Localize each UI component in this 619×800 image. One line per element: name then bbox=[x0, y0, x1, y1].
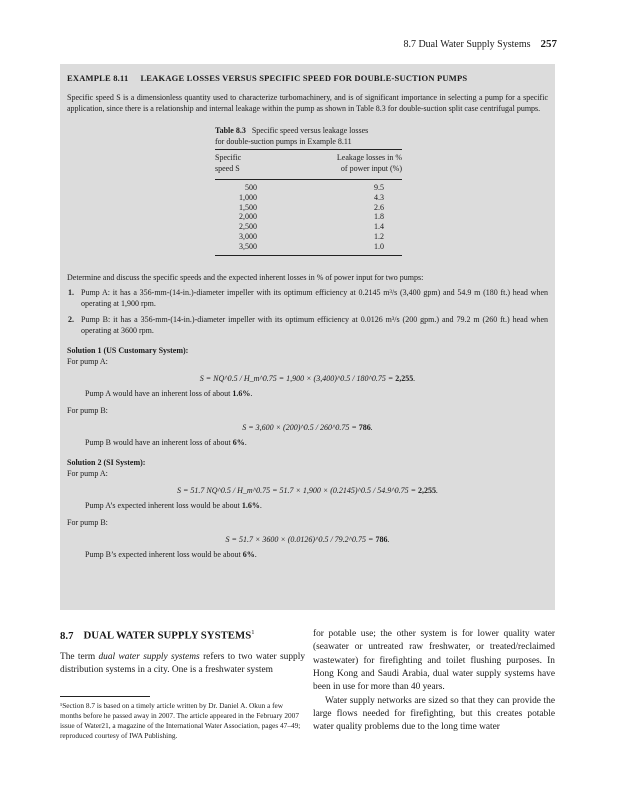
solution1-heading: Solution 1 (US Customary System): bbox=[67, 345, 189, 355]
solution2-pumpA-label: For pump A: bbox=[67, 469, 108, 479]
solution1-pumpA-equation: S = NQ^0.5 / H_m^0.75 = 1,900 × (3,400)^0.5 / 180^0.75 = 2,255. bbox=[199, 373, 416, 383]
loss-cell: 1.0 bbox=[374, 241, 384, 251]
table-row bbox=[215, 242, 402, 252]
speed-cell: 2,000 bbox=[239, 212, 257, 222]
table-row bbox=[215, 193, 402, 203]
footnote-mark: 1 bbox=[251, 629, 255, 636]
solution1-pumpA-result: Pump A would have an inherent loss of about 1.6%. bbox=[85, 389, 253, 399]
table-label: Table 8.3 bbox=[215, 125, 246, 135]
loss-cell: 4.3 bbox=[374, 192, 384, 202]
section-title: DUAL WATER SUPPLY SYSTEMS bbox=[83, 629, 252, 642]
equation-text: S = NQ^0.5 / H_m^0.75 = 1,900 × (3,400)^0.5 / 180^0.75 = bbox=[199, 373, 394, 383]
task-statement: Determine and discuss the specific speeds and the expected inherent losses in % of power input for two pumps: bbox=[67, 272, 424, 282]
table-row bbox=[215, 212, 402, 222]
equation-result: 786 bbox=[375, 535, 388, 545]
col-header-speed-1: Specific bbox=[215, 153, 242, 163]
left-column bbox=[60, 628, 305, 741]
running-header bbox=[403, 38, 557, 50]
result-text: Pump A’s expected inherent loss would be about bbox=[85, 501, 240, 511]
col-header-speed-2: speed S bbox=[215, 164, 240, 174]
loss-cell: 1.8 bbox=[374, 212, 384, 222]
section-intro-paragraph bbox=[60, 651, 305, 678]
solution1-pumpB-label: For pump B: bbox=[67, 406, 108, 416]
result-value: 1.6% bbox=[232, 389, 251, 399]
section-number: 8.7 bbox=[60, 629, 74, 642]
result-value: 6% bbox=[232, 438, 245, 448]
speed-cell: 1,000 bbox=[239, 192, 257, 202]
table-row bbox=[215, 180, 402, 193]
table-row bbox=[215, 222, 402, 232]
example-title bbox=[67, 73, 548, 85]
solution2-pumpA-result: Pump A’s expected inherent loss would be about 1.6%. bbox=[85, 501, 262, 511]
solution1-pumpA-label: For pump A: bbox=[67, 356, 108, 366]
equation-text: S = 51.7 NQ^0.5 / H_m^0.75 = 51.7 × 1,900 × (0.2145)^0.5 / 54.9^0.75 = bbox=[177, 486, 416, 496]
table-8-3 bbox=[215, 126, 402, 256]
loss-cell: 1.4 bbox=[374, 222, 384, 232]
page-number: 257 bbox=[540, 38, 557, 50]
equation-text: S = 3,600 × (200)^0.5 / 260^0.75 = bbox=[242, 423, 357, 433]
solution2-heading: Solution 2 (SI System): bbox=[67, 458, 146, 468]
speed-cell: 3,000 bbox=[239, 232, 257, 242]
right-paragraph-1: for potable use; the other system is for lower quality water (seawater or untreated raw freshwater, or treated/reclaimed wastewater) for firefighting and toilet flushing purposes. In Hong Kong and Saudi Arabia, dual water supply systems have been in use for more than 40 years. bbox=[313, 629, 555, 693]
pump-item-text: Pump B: it has a 356-mm-(14-in.)-diameter impeller with its optimum efficiency at 0.0126 m³/s (200 gpm.) and 79.2 m (260 ft.) head when operating at 3600 rpm. bbox=[81, 314, 548, 335]
solution2-pumpB-equation: S = 51.7 × 3600 × (0.0126)^0.5 / 79.2^0.75 = 786. bbox=[225, 535, 390, 545]
para-text: refers to two water supply distribution systems in a city. One is a freshwater system bbox=[60, 651, 306, 676]
table-body bbox=[215, 180, 402, 252]
speed-cell: 500 bbox=[245, 182, 257, 192]
result-value: 1.6% bbox=[241, 501, 260, 511]
result-text: Pump A would have an inherent loss of about bbox=[85, 389, 231, 399]
solution2-pumpA-equation: S = 51.7 NQ^0.5 / H_m^0.75 = 51.7 × 1,900 × (0.2145)^0.5 / 54.9^0.75 = 2,255. bbox=[177, 486, 438, 496]
equation-result: 2,255 bbox=[395, 373, 414, 383]
table-caption-line2: for double-suction pumps in Example 8.11 bbox=[215, 136, 352, 146]
result-text: Pump B’s expected inherent loss would be about bbox=[85, 550, 241, 560]
table-row bbox=[215, 232, 402, 242]
table-caption bbox=[215, 126, 402, 148]
equation-result: 2,255 bbox=[417, 486, 436, 496]
footnote: ¹Section 8.7 is based on a timely article written by Dr. Daniel A. Okun a few months before he passed away in 2007. The article appeared in the February 2007 issue of Water21, a magazine of the International Water Association, pages 47–49; reproduced courtesy of IWA Publishing. bbox=[60, 700, 301, 740]
para-text: The term bbox=[60, 651, 96, 662]
pump-item bbox=[67, 314, 548, 336]
pump-item-text: Pump A: it has a 356-mm-(14-in.)-diameter impeller with its optimum efficiency at 0.2145 m³/s (3,400 gpm) and 54.9 m (180 ft.) head when operating at 1,900 rpm. bbox=[81, 287, 548, 308]
table-row bbox=[215, 203, 402, 213]
solution1-pumpB-result: Pump B would have an inherent loss of about 6%. bbox=[85, 438, 247, 448]
pump-item-number: 2. bbox=[68, 314, 74, 324]
pump-item bbox=[67, 287, 548, 309]
loss-cell: 9.5 bbox=[374, 182, 384, 192]
table-caption-line1: Specific speed versus leakage losses bbox=[251, 125, 369, 135]
speed-cell: 3,500 bbox=[239, 241, 257, 251]
solution2-pumpB-result: Pump B’s expected inherent loss would be about 6%. bbox=[85, 550, 257, 560]
example-number: EXAMPLE 8.11 bbox=[67, 73, 129, 83]
table-header bbox=[215, 150, 402, 180]
speed-cell: 1,500 bbox=[239, 202, 257, 212]
loss-cell: 2.6 bbox=[374, 202, 384, 212]
col-header-loss-2: of power input (%) bbox=[340, 164, 402, 174]
section-heading bbox=[60, 628, 305, 644]
running-title: 8.7 Dual Water Supply Systems bbox=[403, 39, 531, 50]
solution1-pumpB-equation: S = 3,600 × (200)^0.5 / 260^0.75 = 786. bbox=[242, 423, 373, 433]
loss-cell: 1.2 bbox=[374, 232, 384, 242]
solution2-pumpB-label: For pump B: bbox=[67, 518, 108, 528]
term-emphasis: dual water supply systems bbox=[98, 651, 200, 662]
equation-result: 786 bbox=[358, 423, 371, 433]
example-box bbox=[60, 64, 555, 610]
pump-item-number: 1. bbox=[68, 287, 74, 297]
example-heading: LEAKAGE LOSSES VERSUS SPECIFIC SPEED FOR DOUBLE-SUCTION PUMPS bbox=[140, 73, 468, 83]
right-column bbox=[313, 628, 555, 735]
result-text: Pump B would have an inherent loss of about bbox=[85, 438, 231, 448]
col-header-loss-1: Leakage losses in % bbox=[336, 153, 402, 163]
example-intro: Specific speed S is a dimensionless quantity used to characterize turbomachinery, and is of significant importance in selecting a pump for a specific application, since there is a relationship and internal leakage within the pump as shown in Table 8.3 for double-suction split case centrifugal pumps. bbox=[67, 92, 548, 113]
speed-cell: 2,500 bbox=[239, 222, 257, 232]
result-value: 6% bbox=[242, 550, 255, 560]
equation-text: S = 51.7 × 3600 × (0.0126)^0.5 / 79.2^0.75 = bbox=[225, 535, 374, 545]
right-paragraph-2: Water supply networks are sized so that they can provide the large flows needed for firefighting, but this creates potable water quality problems due to the long time water bbox=[313, 695, 555, 733]
